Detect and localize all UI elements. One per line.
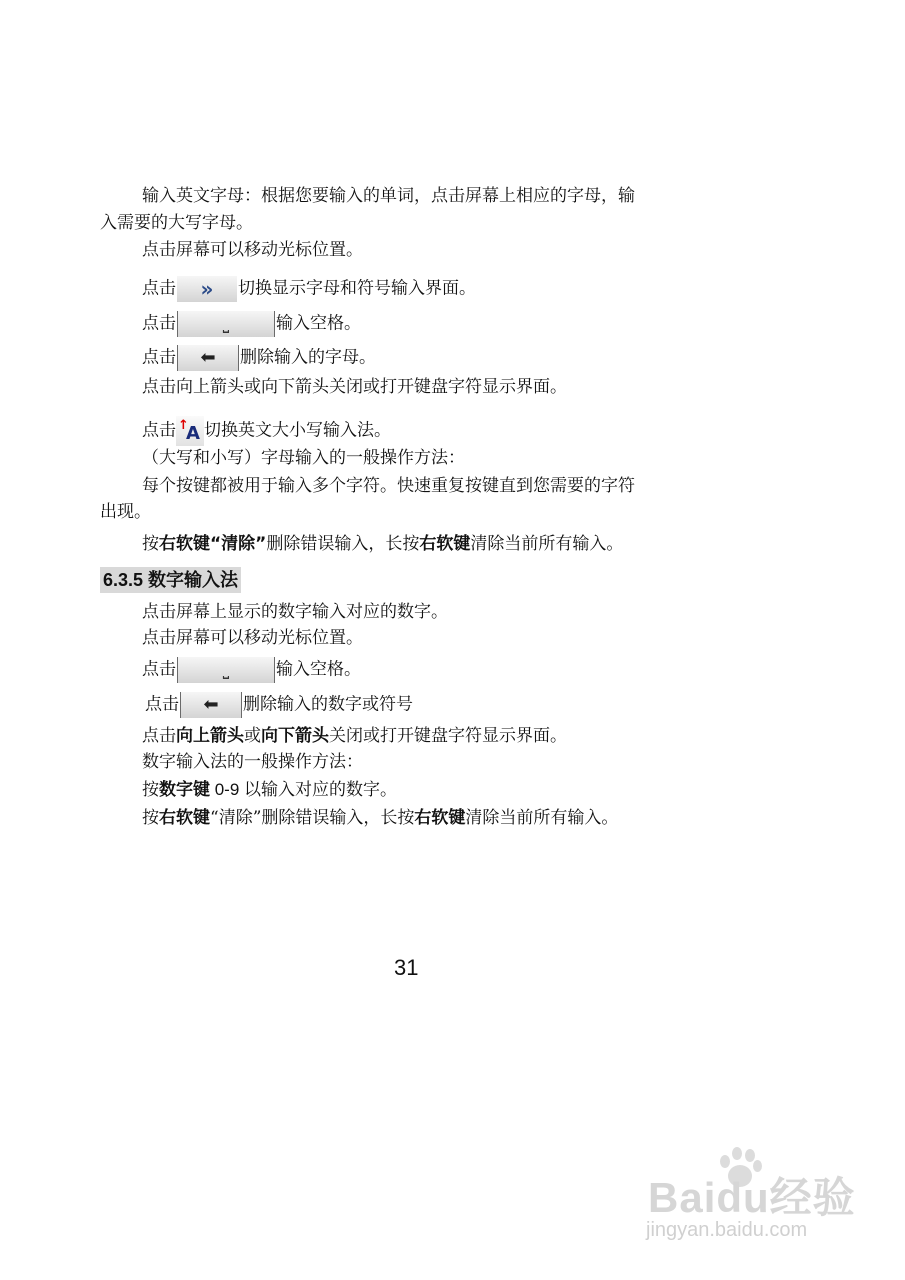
paragraph-letter-input-line1: 输入英文字母：根据您要输入的单词，点击屏幕上相应的字母，输 bbox=[142, 186, 635, 206]
space-line bbox=[142, 311, 361, 337]
backspace-icon: ⬅ bbox=[177, 345, 239, 371]
delete-letter-text: 删除输入的字母。 bbox=[240, 347, 376, 368]
click-label: 点击 bbox=[142, 313, 176, 334]
delete-digit-text: 删除输入的数字或符号 bbox=[243, 694, 413, 715]
numeric-general-title: 数字输入法的一般操作方法： bbox=[142, 752, 363, 772]
click-label: 点击 bbox=[142, 278, 176, 299]
clear-label: “清除” bbox=[210, 534, 267, 554]
move-cursor-text-b: 点击屏幕可以移动光标位置。 bbox=[142, 628, 363, 648]
click-label: 点击 bbox=[142, 659, 176, 680]
switch-keyboard-icon: » bbox=[177, 276, 237, 302]
paragraph-repeat-line2: 出现。 bbox=[100, 502, 151, 522]
baidu-watermark bbox=[640, 1145, 860, 1245]
switch-symbols-text: 切换显示字母和符号输入界面。 bbox=[238, 278, 476, 299]
digit-keys-label: 数字键 bbox=[159, 780, 210, 800]
right-softkey-label: 右软键 bbox=[159, 808, 210, 828]
space-key-icon: ⎵ bbox=[177, 657, 275, 683]
paragraph-letter-input-line2: 入需要的大写字母。 bbox=[100, 213, 253, 233]
arrow-down-label: 向下箭头 bbox=[261, 726, 329, 746]
paragraph-repeat-line1: 每个按键都被用于输入多个字符。快速重复按键直到您需要的字符 bbox=[142, 476, 635, 496]
watermark-url: jingyan.baidu.com bbox=[646, 1219, 808, 1241]
right-softkey-label: 右软键 bbox=[414, 808, 466, 828]
space-line-b bbox=[142, 657, 361, 683]
arrows-toggle-line-b: 点击向上箭头或向下箭头关闭或打开键盘字符显示界面。 bbox=[142, 726, 567, 746]
right-softkey-label: 右软键 bbox=[159, 534, 210, 554]
switch-case-line bbox=[142, 416, 391, 446]
click-label: 点击 bbox=[142, 420, 176, 441]
watermark-logo: Baidu经验 bbox=[648, 1174, 856, 1221]
digit-keys-line: 按数字键 0-9 以输入对应的数字。 bbox=[142, 780, 398, 800]
input-space-text: 输入空格。 bbox=[276, 313, 361, 334]
space-key-icon: ⎵ bbox=[177, 311, 275, 337]
page-number: 31 bbox=[394, 955, 419, 980]
caps-lock-icon: ↑ A bbox=[176, 416, 204, 446]
switch-case-text: 切换英文大小写输入法。 bbox=[204, 420, 391, 441]
click-label: 点击 bbox=[142, 347, 176, 368]
right-softkey-label: 右软键 bbox=[419, 534, 471, 554]
tap-digits-text: 点击屏幕上显示的数字输入对应的数字。 bbox=[142, 602, 448, 622]
move-cursor-text: 点击屏幕可以移动光标位置。 bbox=[142, 240, 363, 260]
clear-instruction-a: 按右软键“清除”删除错误输入，长按右软键清除当前所有输入。 bbox=[142, 534, 624, 554]
input-space-text: 输入空格。 bbox=[276, 659, 361, 680]
backspace-icon: ⬅ bbox=[180, 692, 242, 718]
click-label: 点击 bbox=[145, 694, 179, 715]
letter-general-title: （大写和小写）字母输入的一般操作方法： bbox=[142, 448, 465, 468]
clear-label: “清除” bbox=[210, 808, 262, 828]
delete-digit-line bbox=[145, 692, 413, 718]
arrows-toggle-text: 点击向上箭头或向下箭头关闭或打开键盘字符显示界面。 bbox=[142, 377, 567, 397]
clear-instruction-b: 按右软键“清除”删除错误输入，长按右软键清除当前所有输入。 bbox=[142, 808, 619, 828]
delete-letter-line bbox=[142, 345, 376, 371]
switch-symbols-line bbox=[142, 276, 476, 302]
arrow-up-label: 向上箭头 bbox=[176, 726, 244, 746]
section-heading-numeric-input: 6.3.5 数字输入法 bbox=[100, 567, 241, 593]
